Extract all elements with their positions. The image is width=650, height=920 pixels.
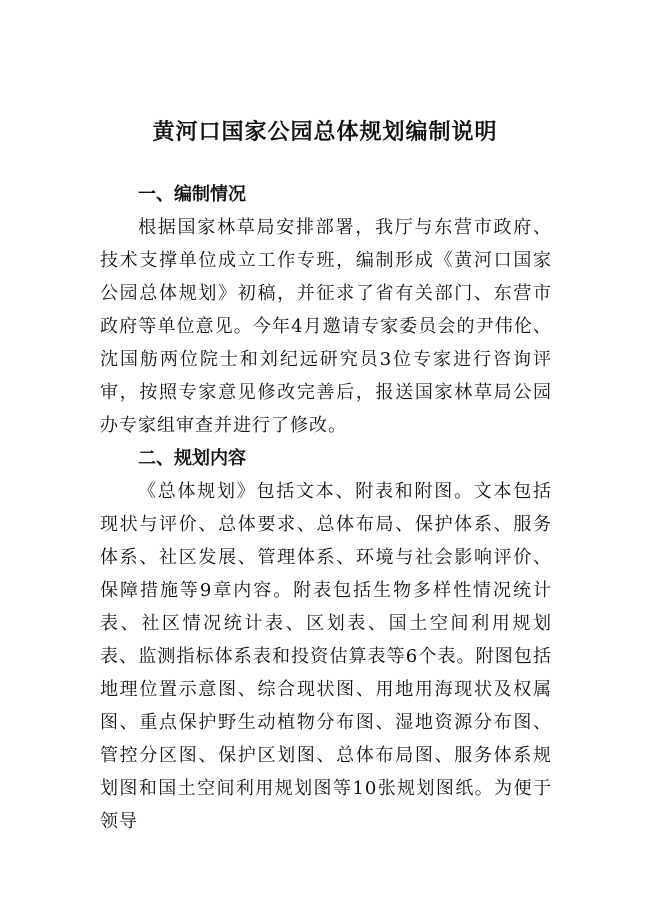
document-body [100,178,552,838]
document-title: 黄河口国家公园总体规划编制说明 [152,120,498,145]
section-heading-plan-content: 二、规划内容 [138,448,246,469]
section-heading-compilation: 一、编制情况 [138,184,246,205]
section-paragraph-compilation: 根据国家林草局安排部署，我厅与东营市政府、技术支撑单位成立工作专班，编制形成《黄河口国家公园总体规划》初稿，并征求了省有关部门、东营市政府等单位意见。今年4月邀请专家委员会的尹伟伦、沈国舫两位院士和刘纪远研究员3位专家进行咨询评审，按照专家意见修改完善后，报送国家林草局公园办专家组审查并进行了修改。 [100,217,552,436]
section-paragraph-plan-content: 《总体规划》包括文本、附表和附图。文本包括现状与评价、总体要求、总体布局、保护体系、服务体系、社区发展、管理体系、环境与社会影响评价、保障措施等9章内容。附表包括生物多样性情况统计表、社区情况统计表、区划表、国土空间利用规划表、监测指标体系表和投资估算表等6个表。附图包括地理位置示意图、综合现状图、用地用海现状及权属图、重点保护野生动植物分布图、湿地资源分布图、管控分区图、保护区划图、总体布局图、服务体系规划图和国土空间利用规划图等10张规划图纸。为便于领导 [100,481,552,832]
